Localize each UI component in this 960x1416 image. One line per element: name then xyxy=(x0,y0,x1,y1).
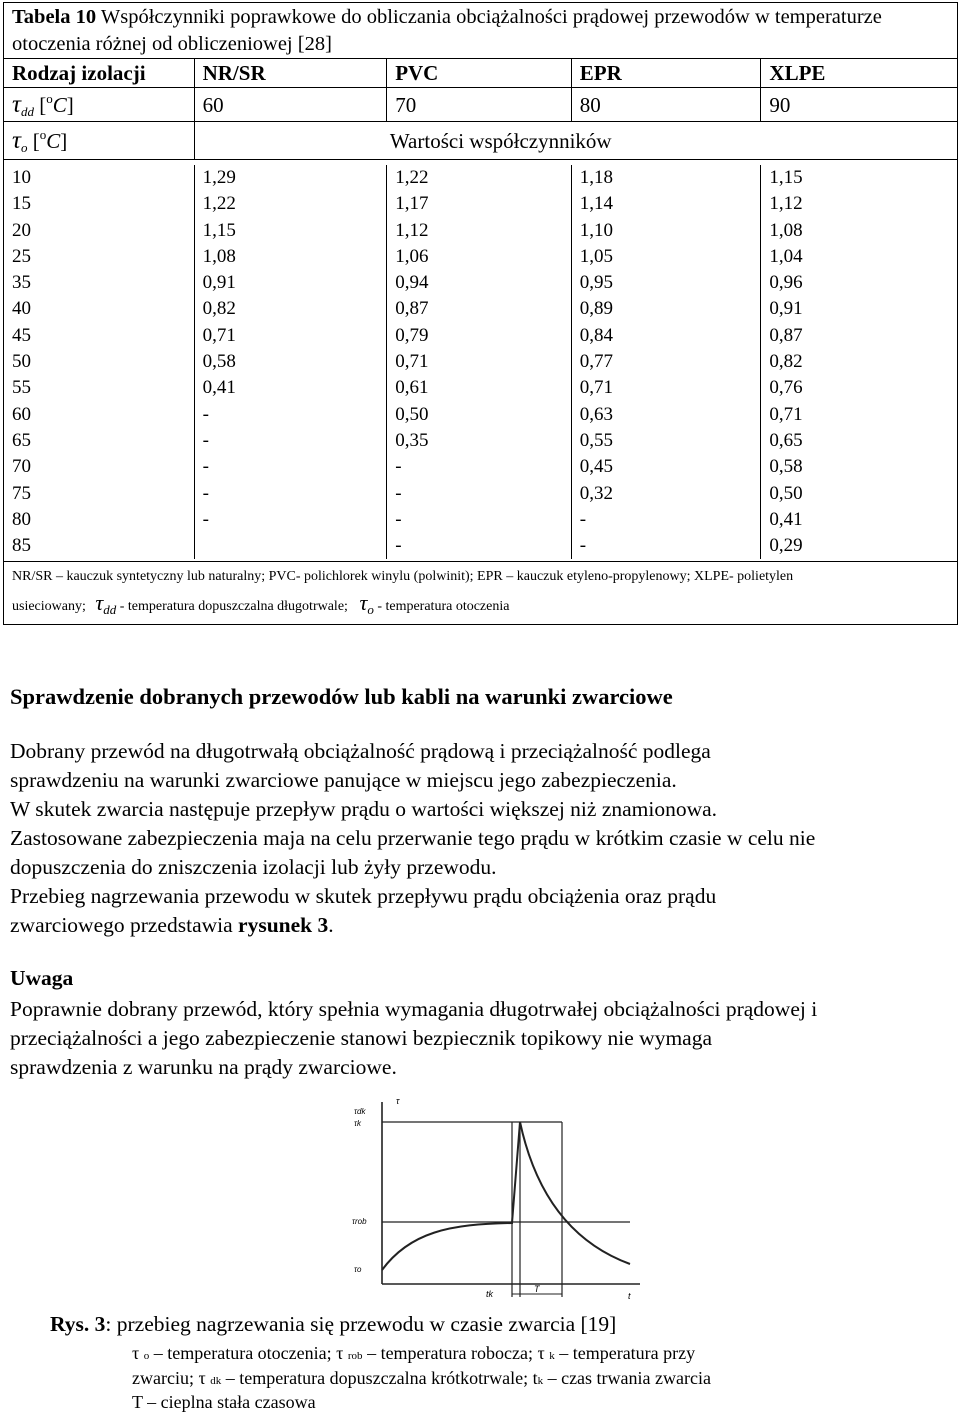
tau-o-row xyxy=(4,122,957,160)
coefficient-cell: - xyxy=(386,454,571,480)
tau-dd-label xyxy=(4,88,194,121)
coefficient-cell: - xyxy=(386,507,571,533)
coefficient-cell: 1,10 xyxy=(571,218,761,244)
paragraph-line: Zastosowane zabezpieczenia maja na celu przerwanie tego prądu w krótkim czasie w celu nie xyxy=(10,826,816,850)
correction-factor-table xyxy=(3,2,958,625)
tau-dd-subscript: dd xyxy=(20,104,34,119)
insulation-nrsr: NR/SR xyxy=(194,59,387,87)
insulation-pvc: PVC xyxy=(386,59,571,87)
table-row xyxy=(4,165,957,191)
figure-axis-label: τ xyxy=(396,1096,400,1106)
section-paragraph xyxy=(10,737,955,940)
section-title: Sprawdzenie dobranych przewodów lub kabli na warunki zwarciowe xyxy=(10,684,673,709)
note-line: przeciążalności a jego zabezpieczenie stanowi bezpiecznik topikowy nie wymaga xyxy=(10,1026,713,1050)
coefficient-cell: 0,84 xyxy=(571,323,761,349)
tau-dd-pvc: 70 xyxy=(386,88,571,121)
table-row xyxy=(4,428,957,454)
unit-degree: o xyxy=(46,91,53,106)
paragraph-line: Dobrany przewód na długotrwałą obciążalność prądową i przeciążalność podlega xyxy=(10,739,711,763)
tau-o-label xyxy=(4,122,194,159)
coefficient-cell: - xyxy=(194,402,387,428)
coefficient-cell: 0,58 xyxy=(760,454,957,480)
table-caption-text: Współczynniki poprawkowe do obliczania obciążalności prądowej przewodów w temperaturze otoczenia różnej od obliczeniowej [28] xyxy=(12,6,882,55)
legend-tau-dd-desc: - temperatura dopuszczalna długotrwale; xyxy=(116,599,348,615)
tau-symbol: τ xyxy=(12,91,21,118)
ambient-temperature-cell: 70 xyxy=(12,456,31,478)
legend-part: – temperatura otoczenia; τ xyxy=(149,1343,348,1363)
coefficient-cell: - xyxy=(194,481,387,507)
paragraph-line: dopuszczenia do zniszczenia izolacji lub żyły przewodu. xyxy=(10,855,497,879)
label-tau-o: τo xyxy=(354,1265,362,1274)
coefficient-cell: 0,55 xyxy=(571,428,761,454)
coefficient-cell: - xyxy=(386,481,571,507)
table-row xyxy=(4,375,957,401)
unit-degree: o xyxy=(39,127,47,142)
table-row xyxy=(4,323,957,349)
label-tau-dk: τdk xyxy=(354,1107,366,1116)
ambient-temperature-cell: 80 xyxy=(12,508,31,530)
coefficient-cell: 0,65 xyxy=(760,428,957,454)
coefficient-cell: 1,14 xyxy=(571,191,761,217)
unit-close: ] xyxy=(66,93,74,117)
legend-part: – temperatura dopuszczalna krótkotrwale; t xyxy=(221,1368,538,1388)
ref-period: . xyxy=(328,913,334,937)
ambient-temperature-cell: 35 xyxy=(12,272,31,294)
coefficient-cell: 0,77 xyxy=(571,349,761,375)
table-caption xyxy=(4,3,957,59)
unit-open: [ xyxy=(33,93,47,117)
paragraph-line: sprawdzeniu na warunki zwarciowe panujące w miejscu jego zabezpieczenia. xyxy=(10,768,677,792)
note-line: Poprawnie dobrany przewód, który spełnia wymagania długotrwałej obciążalności prądowej i xyxy=(10,997,818,1021)
ambient-temperature-cell: 40 xyxy=(12,298,31,320)
unit-close: ] xyxy=(60,129,68,153)
label-T: T xyxy=(534,1284,540,1294)
tau-dd-epr: 80 xyxy=(571,88,761,121)
table-caption-label: Tabela 10 xyxy=(12,6,97,28)
coefficient-cell: 0,91 xyxy=(194,270,387,296)
ambient-temperature-cell: 60 xyxy=(12,403,31,425)
legend-sub: dk xyxy=(210,1375,222,1387)
ambient-temperature-cell: 15 xyxy=(12,193,31,215)
coefficient-cell: 0,91 xyxy=(760,296,957,322)
coefficient-cell: 1,17 xyxy=(386,191,571,217)
coefficient-cell: 1,29 xyxy=(194,165,387,191)
legend-sub: k xyxy=(549,1350,555,1362)
coefficient-cell: 0,71 xyxy=(194,323,387,349)
table-row xyxy=(4,402,957,428)
note-paragraph xyxy=(10,995,955,1082)
note-line: sprawdzenia z warunku na prądy zwarciowe. xyxy=(10,1055,397,1079)
table-body xyxy=(4,165,957,562)
legend-tau-o-desc: - temperatura otoczenia xyxy=(373,599,510,615)
coefficient-cell: - xyxy=(194,428,387,454)
ambient-temperature-cell: 25 xyxy=(12,245,31,267)
table-legend xyxy=(4,562,957,624)
label-tau-rob: τrob xyxy=(352,1217,367,1226)
coefficient-cell: 1,04 xyxy=(760,244,957,270)
coefficient-cell: 0,61 xyxy=(386,375,571,401)
coefficient-cell: 0,50 xyxy=(760,481,957,507)
legend-line-2 xyxy=(12,590,949,620)
table-row xyxy=(4,349,957,375)
legend-part: – temperatura przy xyxy=(554,1343,696,1363)
figure-caption-label: Rys. 3 xyxy=(50,1312,106,1336)
coefficient-cell: 0,63 xyxy=(571,402,761,428)
figure-legend-line-1 xyxy=(132,1343,695,1364)
unit-celsius: C xyxy=(46,129,61,153)
insulation-label: Rodzaj izolacji xyxy=(12,61,146,85)
coefficient-cell: - xyxy=(194,454,387,480)
coefficient-cell: 0,29 xyxy=(760,533,957,559)
note-title: Uwaga xyxy=(10,966,74,990)
table-row xyxy=(4,218,957,244)
legend-sub: rob xyxy=(347,1350,363,1362)
coefficient-cell: 0,35 xyxy=(386,428,571,454)
label-tau-k: τk xyxy=(354,1119,361,1128)
coefficient-cell: 0,96 xyxy=(760,270,957,296)
coefficient-cell: 1,18 xyxy=(571,165,761,191)
coefficient-cell: 0,45 xyxy=(571,454,761,480)
legend-part: – temperatura robocza; τ xyxy=(362,1343,550,1363)
tau-o-subscript: o xyxy=(20,140,28,155)
coefficient-cell: 0,71 xyxy=(571,375,761,401)
coefficient-cell: 1,22 xyxy=(194,191,387,217)
coefficient-cell: 1,22 xyxy=(386,165,571,191)
figure-legend-line-3: T – cieplna stała czasowa xyxy=(132,1392,316,1412)
heating-curve-figure xyxy=(340,1092,650,1307)
coefficient-cell: 0,82 xyxy=(760,349,957,375)
coefficient-cell xyxy=(194,533,387,559)
ambient-temperature-cell: 10 xyxy=(12,167,31,188)
ambient-temperature-cell: 55 xyxy=(12,377,31,399)
insulation-header-row xyxy=(4,59,957,88)
legend-usieciowany: usieciowany; xyxy=(12,599,86,615)
ambient-temperature-cell: 65 xyxy=(12,429,31,451)
table-row xyxy=(4,454,957,480)
coefficient-cell: - xyxy=(571,533,761,559)
coefficient-cell: 0,41 xyxy=(760,507,957,533)
legend-part: – czas trwania zwarcia xyxy=(543,1368,711,1388)
coefficient-cell: 0,94 xyxy=(386,270,571,296)
coefficient-cell: - xyxy=(386,533,571,559)
ambient-temperature-cell: 85 xyxy=(12,535,31,557)
tau-dd-row xyxy=(4,88,957,122)
legend-sub: o xyxy=(143,1350,150,1362)
coefficient-cell: 0,87 xyxy=(760,323,957,349)
paragraph-line: W skutek zwarcia następuje przepływ prądu o wartości większej niż znamionowa. xyxy=(10,797,718,821)
insulation-epr: EPR xyxy=(571,59,761,87)
legend-part: zwarciu; τ xyxy=(132,1368,211,1388)
table-row xyxy=(4,296,957,322)
coefficient-cell: 0,82 xyxy=(194,296,387,322)
tau-dd-xlpe: 90 xyxy=(760,88,957,121)
coefficient-cell: - xyxy=(194,507,387,533)
coefficient-cell: 0,41 xyxy=(194,375,387,401)
paragraph-line: Przebieg nagrzewania przewodu w skutek przepływu prądu obciążenia oraz prądu xyxy=(10,884,717,908)
unit-open: [ xyxy=(27,129,40,153)
ambient-temperature-cell: 20 xyxy=(12,219,31,241)
tau-symbol: τ xyxy=(12,127,21,154)
legend-tau-o-sub: o xyxy=(367,602,374,618)
coefficient-cell: 1,08 xyxy=(760,218,957,244)
coefficient-cell: 1,05 xyxy=(571,244,761,270)
legend-tau-symbol: τ xyxy=(95,590,104,616)
legend-sub: k xyxy=(537,1375,544,1387)
ambient-temperature-cell: 45 xyxy=(12,324,31,346)
coefficient-cell: 0,71 xyxy=(760,402,957,428)
coefficient-cell: 0,32 xyxy=(571,481,761,507)
figure-background xyxy=(340,1092,650,1307)
figure-caption xyxy=(50,1312,616,1337)
coefficient-cell: 0,58 xyxy=(194,349,387,375)
table-row xyxy=(4,191,957,217)
unit-celsius: C xyxy=(52,93,67,117)
coefficient-cell: 0,87 xyxy=(386,296,571,322)
coefficient-cell: 0,50 xyxy=(386,402,571,428)
paragraph-line xyxy=(10,911,955,940)
figure-legend-line-2 xyxy=(132,1368,711,1389)
values-header: Wartości współczynników xyxy=(194,122,957,159)
label-tk: tk xyxy=(486,1289,494,1299)
coefficient-cell: 0,89 xyxy=(571,296,761,322)
label-t: t xyxy=(628,1291,631,1301)
coefficient-cell: 1,08 xyxy=(194,244,387,270)
figure-reference: rysunek 3 xyxy=(238,913,329,937)
coefficient-cell: 1,06 xyxy=(386,244,571,270)
table-row xyxy=(4,270,957,296)
table-row xyxy=(4,481,957,507)
legend-tau-symbol: τ xyxy=(359,590,368,616)
coefficient-cell: 1,12 xyxy=(386,218,571,244)
ambient-temperature-cell: 75 xyxy=(12,482,31,504)
table-row xyxy=(4,507,957,533)
coefficient-cell: 0,71 xyxy=(386,349,571,375)
coefficient-cell: 0,76 xyxy=(760,375,957,401)
coefficient-cell: - xyxy=(571,507,761,533)
coefficient-cell: 1,15 xyxy=(194,218,387,244)
coefficient-cell: 0,79 xyxy=(386,323,571,349)
table-row xyxy=(4,533,957,559)
legend-part: τ xyxy=(132,1343,144,1363)
ambient-temperature-cell: 50 xyxy=(12,351,31,373)
coefficient-cell: 1,12 xyxy=(760,191,957,217)
coefficient-cell: 1,15 xyxy=(760,165,957,191)
table-row xyxy=(4,244,957,270)
legend-tau-dd-sub: dd xyxy=(103,602,117,618)
insulation-xlpe: XLPE xyxy=(760,59,957,87)
ref-text: zwarciowego przedstawia xyxy=(10,913,239,937)
legend-line-1: NR/SR – kauczuk syntetyczny lub naturalny; PVC- polichlorek winylu (polwinit); EPR – kauczuk etyleno-propylenowy; XLPE- polietylen xyxy=(12,569,794,585)
tau-dd-nrsr: 60 xyxy=(194,88,387,121)
coefficient-cell: 0,95 xyxy=(571,270,761,296)
figure-caption-text: : przebieg nagrzewania się przewodu w czasie zwarcia [19] xyxy=(105,1312,617,1336)
